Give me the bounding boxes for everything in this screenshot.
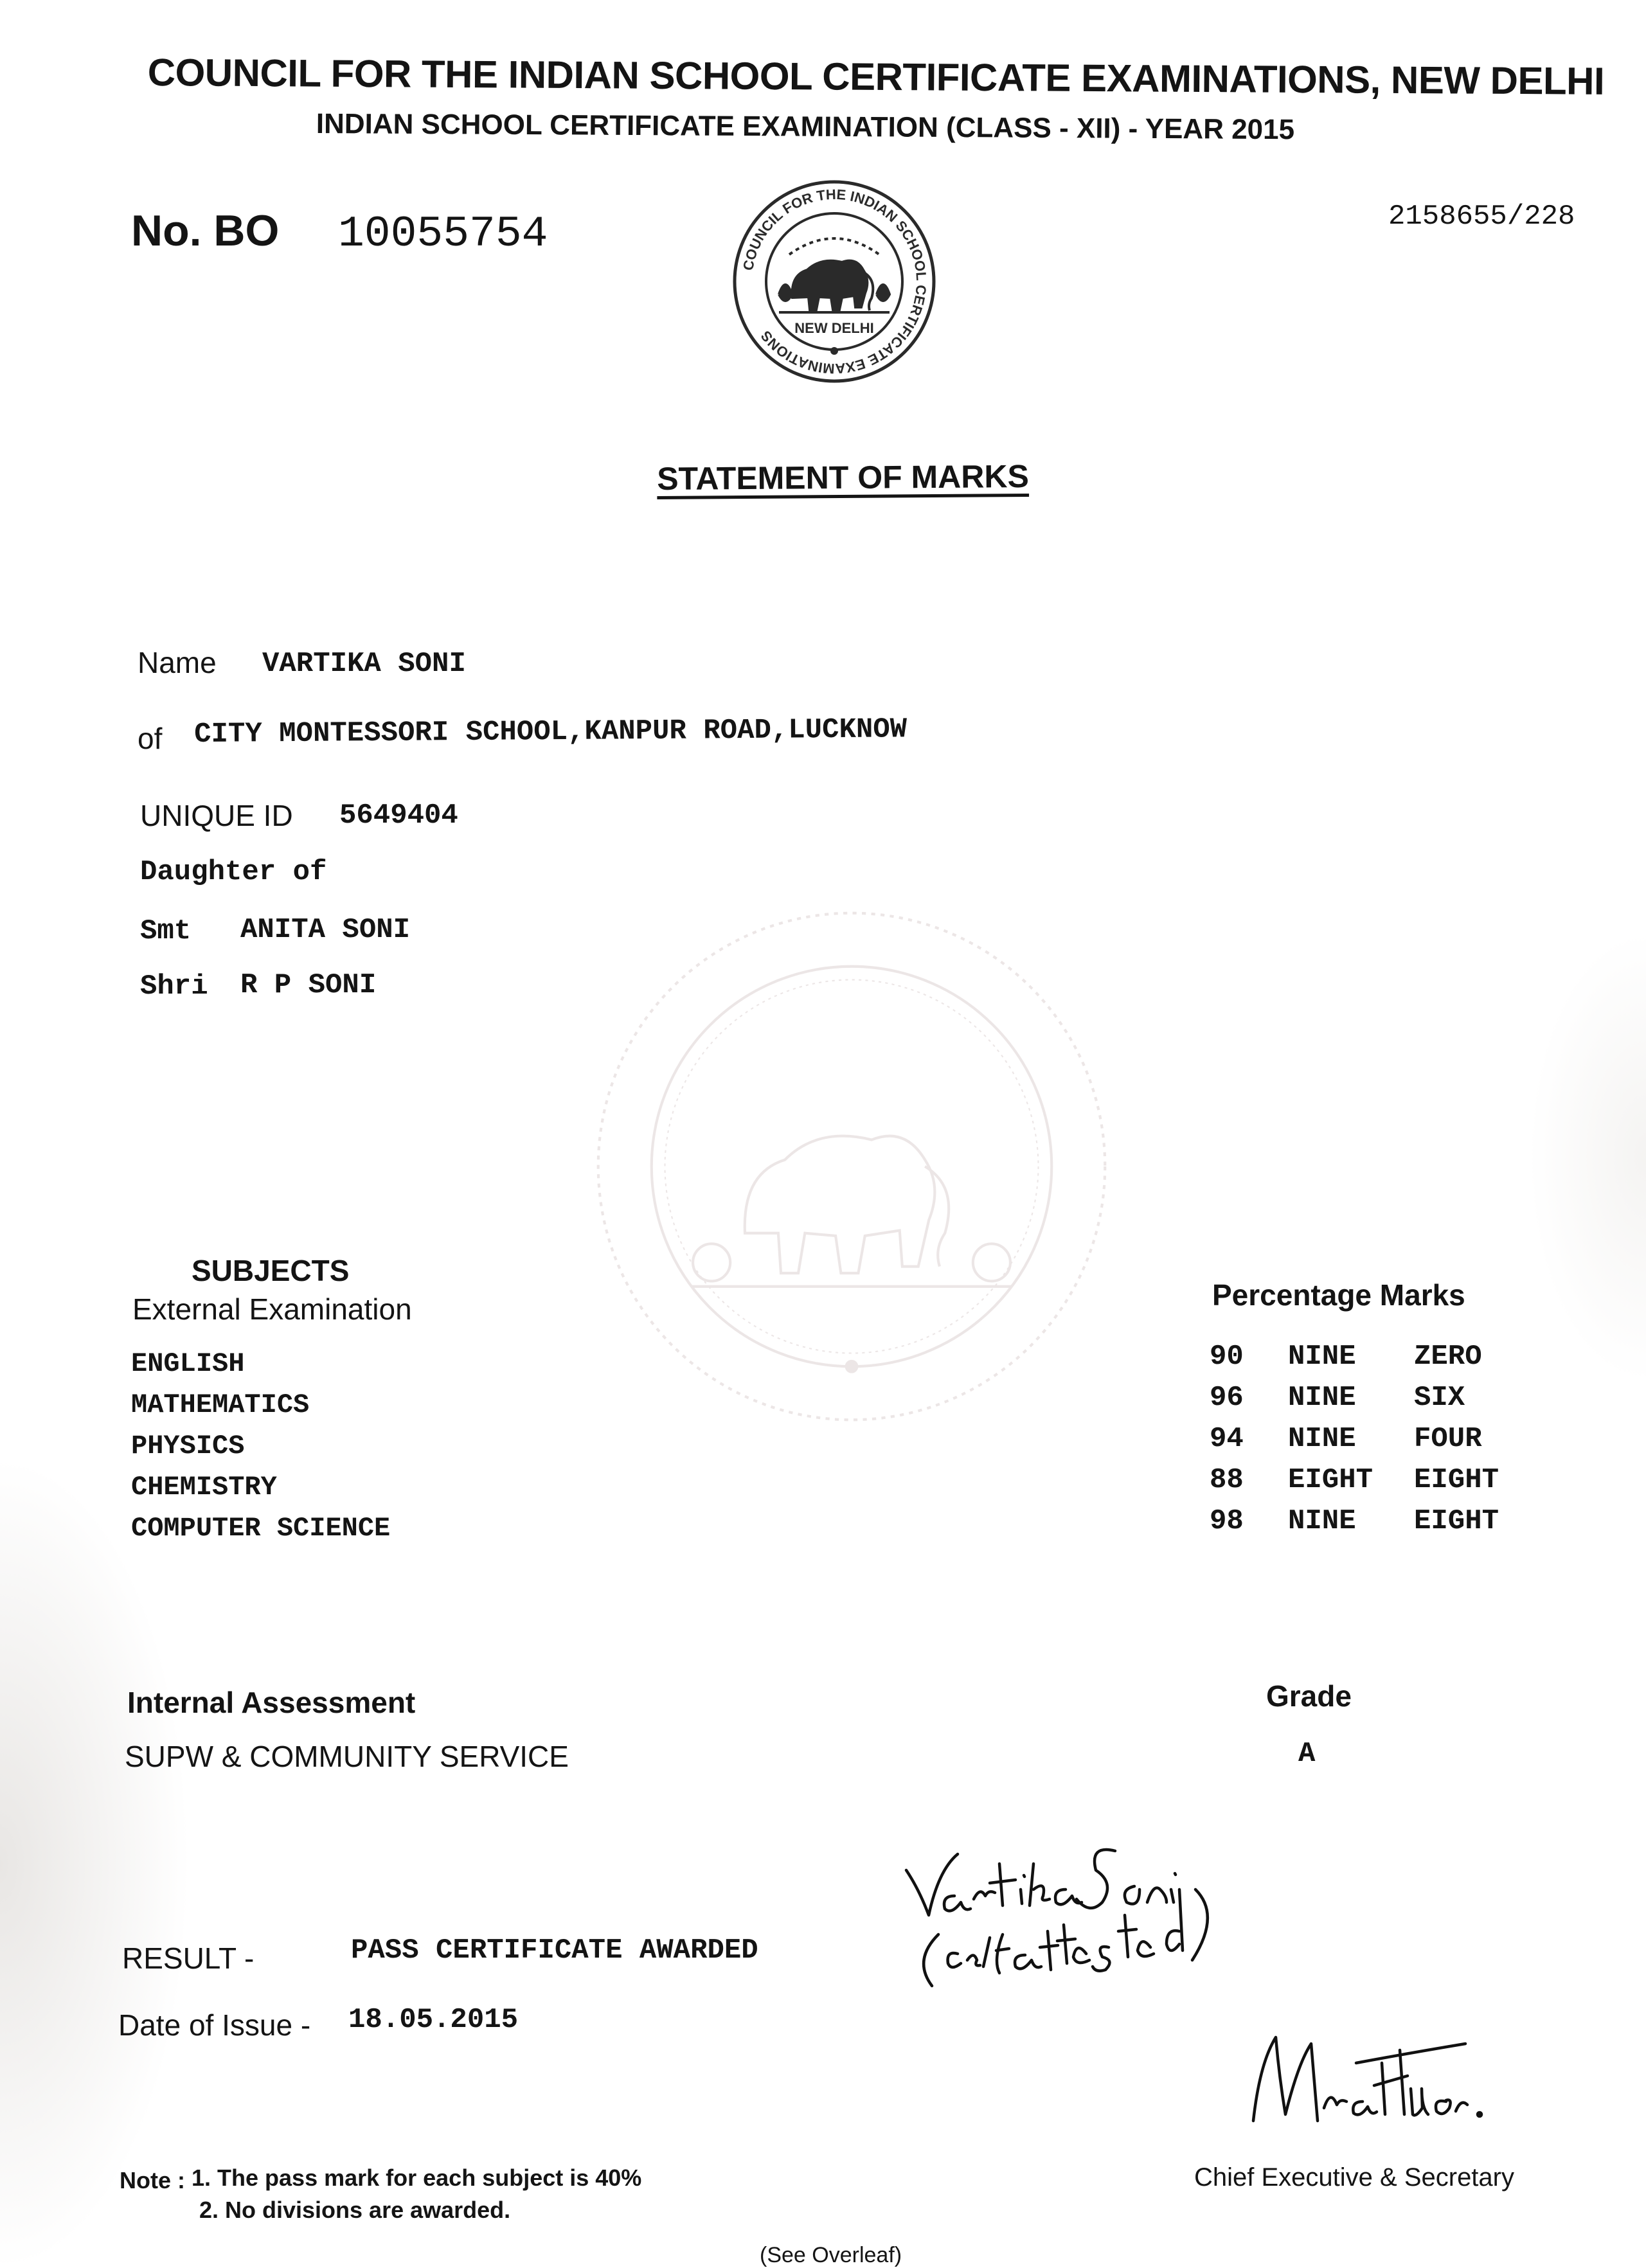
external-exam-label: External Examination xyxy=(132,1292,412,1326)
marks-english: 90 xyxy=(1210,1341,1244,1373)
marks-physics: 94 xyxy=(1210,1423,1244,1455)
subject-chemistry: CHEMISTRY xyxy=(131,1472,277,1503)
result-label: RESULT - xyxy=(122,1942,255,1975)
internal-assessment-heading: Internal Assessment xyxy=(127,1686,416,1719)
council-seal xyxy=(725,172,944,391)
father-name: R P SONI xyxy=(240,969,377,1001)
seal-center-text: NEW DELHI xyxy=(794,320,874,336)
percentage-marks-heading: Percentage Marks xyxy=(1212,1278,1465,1312)
marks-mathematics: 96 xyxy=(1210,1382,1244,1414)
marks-chemistry: 88 xyxy=(1210,1464,1244,1496)
exam-title: INDIAN SCHOOL CERTIFICATE EXAMINATION (CLASS - XII) - YEAR 2015 xyxy=(316,108,1295,146)
marks-chemistry-word1: EIGHT xyxy=(1288,1464,1373,1496)
note-line-1: 1. The pass mark for each subject is 40% xyxy=(192,2165,642,2191)
council-title: COUNCIL FOR THE INDIAN SCHOOL CERTIFICATE EXAMINATIONS, NEW DELHI xyxy=(147,50,1605,103)
marks-physics-word2: FOUR xyxy=(1414,1423,1482,1455)
name-value: VARTIKA SONI xyxy=(262,648,466,680)
relation-label: Daughter of xyxy=(140,856,327,888)
subject-physics: PHYSICS xyxy=(131,1431,245,1461)
marks-computer-science-word1: NINE xyxy=(1288,1505,1356,1537)
certificate-number-label: No. BO xyxy=(131,206,280,255)
school-value: CITY MONTESSORI SCHOOL,KANPUR ROAD,LUCKNOW xyxy=(194,713,908,751)
issue-date-value: 18.05.2015 xyxy=(348,2004,519,2036)
statement-title: STATEMENT OF MARKS xyxy=(657,458,1030,497)
see-overleaf: (See Overleaf) xyxy=(760,2243,902,2267)
serial-number: 2158655/228 xyxy=(1388,201,1575,233)
marks-english-word1: NINE xyxy=(1288,1341,1356,1373)
grade-heading: Grade xyxy=(1266,1679,1352,1713)
note-line-2: 2. No divisions are awarded. xyxy=(199,2197,511,2223)
issue-date-label: Date of Issue - xyxy=(118,2008,311,2042)
note-label: Note : xyxy=(120,2167,185,2193)
subject-english: ENGLISH xyxy=(131,1348,245,1379)
self-attested-signature xyxy=(893,1793,1228,2012)
marks-computer-science-word2: EIGHT xyxy=(1414,1505,1499,1537)
mother-name: ANITA SONI xyxy=(240,914,411,946)
school-label: of xyxy=(138,722,163,755)
faded-watermark-seal xyxy=(585,900,1118,1433)
father-label: Shri xyxy=(140,970,208,1003)
chief-executive-signature xyxy=(1240,2024,1498,2140)
unique-id-label: UNIQUE ID xyxy=(140,799,293,832)
elephant-seal-icon xyxy=(779,238,890,312)
mother-label: Smt xyxy=(140,915,192,947)
marks-chemistry-word2: EIGHT xyxy=(1414,1464,1499,1496)
unique-id-value: 5649404 xyxy=(339,799,458,832)
certificate-number-value: 10055754 xyxy=(338,210,548,259)
signatory-title: Chief Executive & Secretary xyxy=(1194,2163,1514,2192)
subject-computer-science: COMPUTER SCIENCE xyxy=(131,1513,391,1544)
marks-computer-science: 98 xyxy=(1210,1505,1244,1537)
marks-english-word2: ZERO xyxy=(1414,1341,1482,1373)
subject-mathematics: MATHEMATICS xyxy=(131,1389,310,1420)
subjects-heading: SUBJECTS xyxy=(192,1254,350,1287)
marks-physics-word1: NINE xyxy=(1288,1423,1356,1455)
name-label: Name xyxy=(138,646,217,679)
internal-grade: A xyxy=(1298,1738,1316,1770)
marks-mathematics-word1: NINE xyxy=(1288,1382,1356,1414)
marks-mathematics-word2: SIX xyxy=(1414,1382,1465,1414)
internal-subject: SUPW & COMMUNITY SERVICE xyxy=(125,1740,569,1773)
seal-ring-text: COUNCIL FOR THE INDIAN SCHOOL CERTIFICATE EXAMINATIONS xyxy=(740,186,930,377)
result-value: PASS CERTIFICATE AWARDED xyxy=(351,1934,758,1967)
